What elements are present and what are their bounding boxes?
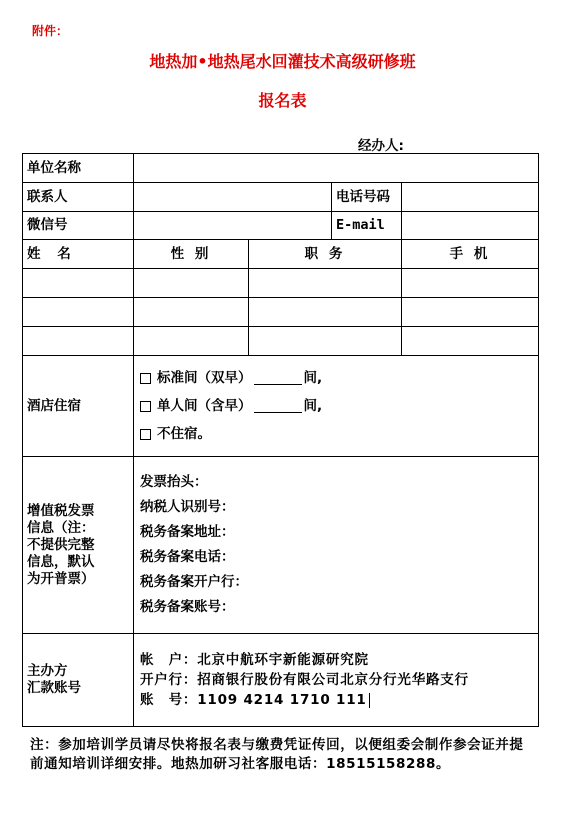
- invoice-label: [23, 457, 134, 634]
- account-name-line: 帐 户：北京中航环宇新能源研究院: [140, 652, 369, 668]
- attendee-name-cell[interactable]: [23, 327, 134, 356]
- tax-id-field[interactable]: 纳税人识别号：: [140, 499, 235, 515]
- form-row-unit: [23, 154, 539, 183]
- attendee-row: [23, 327, 539, 356]
- attendee-mobile-cell[interactable]: [402, 298, 539, 327]
- checkbox-icon[interactable]: [140, 429, 151, 440]
- invoice-title-field[interactable]: 发票抬头：: [140, 474, 208, 490]
- room-count-blank[interactable]: [254, 399, 302, 413]
- hotel-label: 酒店住宿: [23, 356, 134, 457]
- hotel-row: [23, 356, 539, 457]
- col-mobile-header: 手 机: [402, 240, 539, 269]
- account-label: [23, 634, 134, 727]
- wechat-label: 微信号: [23, 212, 134, 240]
- col-position-header: 职 务: [249, 240, 402, 269]
- tax-account-field[interactable]: 税务备案账号：: [140, 599, 235, 615]
- attendee-gender-cell[interactable]: [134, 298, 249, 327]
- phone-label: 电话号码: [332, 183, 402, 212]
- account-label-line: 汇款账号: [27, 680, 81, 696]
- attendee-position-cell[interactable]: [249, 298, 402, 327]
- text-cursor: [369, 693, 370, 708]
- form-row-contact: [23, 183, 539, 212]
- attendee-mobile-cell[interactable]: [402, 269, 539, 298]
- attendee-name-cell[interactable]: [23, 298, 134, 327]
- attendee-gender-cell[interactable]: [134, 269, 249, 298]
- hotel-option-single[interactable]: [140, 392, 534, 420]
- tax-bank-field[interactable]: 税务备案开户行：: [140, 574, 248, 590]
- room-count-blank[interactable]: [254, 371, 302, 385]
- form-row-wechat: [23, 212, 539, 240]
- hotel-option-single-text: 单人间（含早）: [157, 398, 252, 414]
- page-title: 地热加•地热尾水回灌技术高级研修班: [149, 52, 416, 71]
- email-label: E-mail: [332, 212, 402, 240]
- phone-field[interactable]: [402, 183, 539, 212]
- account-details: [134, 634, 539, 727]
- account-number-text: 账 号：1109 4214 1710 111: [140, 692, 367, 708]
- hotel-option-standard-text: 标准间（双早）: [157, 370, 252, 386]
- handler-label: 经办人:: [358, 138, 404, 154]
- wechat-field[interactable]: [134, 212, 332, 240]
- invoice-label-line: 信息，默认: [27, 553, 95, 570]
- tax-phone-field[interactable]: 税务备案电话：: [140, 549, 235, 565]
- invoice-label-line: 信息（注：: [27, 519, 95, 536]
- page-subtitle: 报名表: [258, 91, 307, 110]
- hotel-option-none-text: 不住宿。: [157, 426, 211, 442]
- invoice-label-line: 为开普票）: [27, 570, 95, 587]
- attendee-name-cell[interactable]: [23, 269, 134, 298]
- unit-field[interactable]: [134, 154, 539, 183]
- checkbox-icon[interactable]: [140, 373, 151, 384]
- attendee-row: [23, 269, 539, 298]
- contact-field[interactable]: [134, 183, 332, 212]
- attachment-label: 附件：: [32, 24, 69, 38]
- hotel-options: [134, 356, 539, 457]
- account-row: [23, 634, 539, 727]
- checkbox-icon[interactable]: [140, 401, 151, 412]
- invoice-label-line: 不提供完整: [27, 536, 95, 553]
- registration-form: [22, 153, 539, 727]
- email-field[interactable]: [402, 212, 539, 240]
- col-name-header: 姓 名: [23, 240, 134, 269]
- attendee-gender-cell[interactable]: [134, 327, 249, 356]
- account-bank-line: 开户行：招商银行股份有限公司北京分行光华路支行: [140, 672, 469, 688]
- tax-address-field[interactable]: 税务备案地址：: [140, 524, 235, 540]
- invoice-fields: [134, 457, 539, 634]
- unit-label: 单位名称: [23, 154, 134, 183]
- hotel-option-standard-unit: 间,: [303, 370, 323, 386]
- account-label-line: 主办方: [27, 663, 68, 679]
- hotel-option-none[interactable]: [140, 420, 534, 448]
- invoice-row: [23, 457, 539, 634]
- hotel-option-standard[interactable]: [140, 364, 534, 392]
- invoice-label-line: 增值税发票: [27, 502, 95, 519]
- attendee-header-row: [23, 240, 539, 269]
- attendee-position-cell[interactable]: [249, 327, 402, 356]
- account-number-line: [140, 690, 534, 710]
- hotel-option-single-unit: 间,: [303, 398, 323, 414]
- attendee-mobile-cell[interactable]: [402, 327, 539, 356]
- contact-label: 联系人: [23, 183, 134, 212]
- col-gender-header: 性 别: [134, 240, 249, 269]
- attendee-row: [23, 298, 539, 327]
- footer-note: 注：参加培训学员请尽快将报名表与缴费凭证传回，以便组委会制作参会证并提前通知培训详细安排。地热加研习社客服电话：18515158288。: [30, 737, 524, 772]
- attendee-position-cell[interactable]: [249, 269, 402, 298]
